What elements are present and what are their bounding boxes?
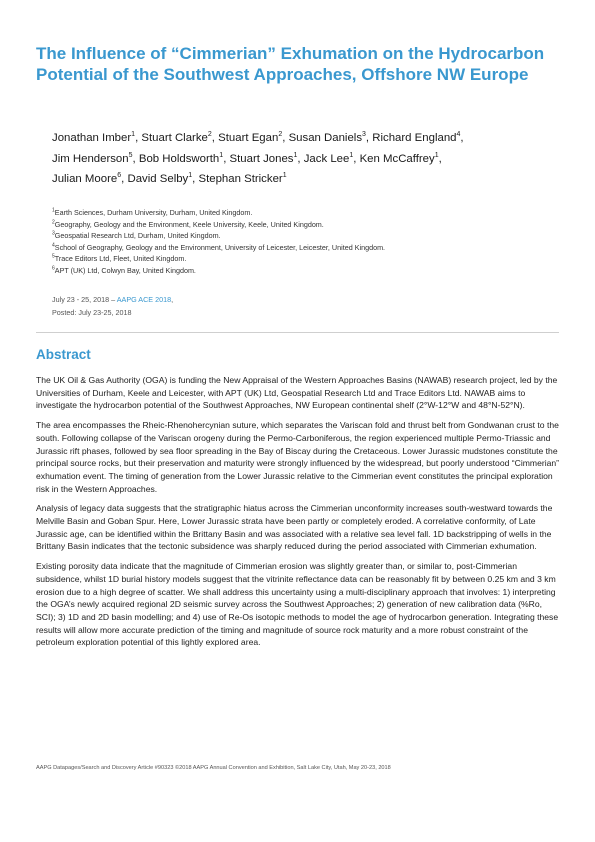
conference-date-tail: , bbox=[171, 295, 174, 304]
conference-date: July 23 - 25, 2018 – bbox=[52, 295, 117, 304]
affiliation-mark: 3 bbox=[52, 230, 55, 237]
author-name: Stephan Stricker bbox=[198, 173, 283, 185]
affiliation-mark: 4 bbox=[52, 242, 55, 249]
author-separator: , bbox=[353, 152, 360, 165]
author-affiliation-mark: 1 bbox=[293, 151, 298, 159]
conference-link[interactable]: AAPG ACE 2018 bbox=[116, 295, 172, 304]
author-line bbox=[52, 169, 562, 190]
affiliation-mark: 6 bbox=[52, 265, 55, 272]
author-line bbox=[52, 149, 562, 170]
author-separator: , bbox=[192, 173, 199, 185]
affiliation-text: Geography, Geology and the Environment, Keele University, Keele, United Kingdom. bbox=[54, 219, 324, 229]
author-separator: , bbox=[438, 152, 442, 165]
author-separator: , bbox=[460, 132, 464, 144]
author-separator: , bbox=[121, 173, 128, 185]
author-affiliation-mark: 1 bbox=[282, 172, 287, 180]
author-name: Julian Moore bbox=[52, 173, 118, 185]
abstract-paragraph: The UK Oil & Gas Authority (OGA) is funding the New Appraisal of the Western Approaches Basins (NAWAB) research project, led by the Universities of Durham, Keele and Leicester, with APT (UK) Ltd, Geospatial Research Ltd and Trace Editors Ltd. NAWAB aims to investigate the hydrocarbon potential of the Southwest Approaches, NW European continental shelf (2°W-12°W and 48°N-52°N). bbox=[36, 375, 558, 411]
affiliation-item bbox=[52, 207, 552, 219]
author-separator: , bbox=[211, 132, 219, 144]
author-affiliation-mark: 1 bbox=[219, 151, 224, 159]
abstract-body bbox=[36, 374, 560, 656]
author-name: Richard England bbox=[372, 132, 457, 144]
author-affiliation-mark: 3 bbox=[362, 131, 366, 139]
author-affiliation-mark: 2 bbox=[278, 131, 283, 139]
affiliation-item bbox=[52, 219, 552, 231]
conference-date-line bbox=[52, 293, 552, 306]
page-footer: AAPG Datapages/Search and Discovery Article #90323 ©2018 AAPG Annual Convention and Exhibition, Salt Lake City, Utah, May 20-23, 2018 bbox=[36, 765, 391, 771]
author-list bbox=[52, 128, 562, 190]
affiliation-text: APT (UK) Ltd, Colwyn Bay, United Kingdom. bbox=[54, 265, 196, 275]
author-name: Jim Henderson bbox=[52, 152, 129, 165]
abstract-heading: Abstract bbox=[36, 347, 91, 362]
article-title: The Influence of “Cimmerian” Exhumation on the Hydrocarbon Potential of the Southwest Approaches, Offshore NW Europe bbox=[36, 44, 545, 84]
publication-dates bbox=[52, 293, 552, 319]
author-name: Ken McCaffrey bbox=[359, 152, 435, 165]
author-name: Stuart Jones bbox=[229, 152, 294, 165]
author-separator: , bbox=[297, 152, 304, 165]
affiliation-text: School of Geography, Geology and the Environment, University of Leicester, Leicester, United Kingdom. bbox=[54, 242, 386, 252]
author-separator: , bbox=[282, 132, 289, 144]
author-name: Stuart Egan bbox=[218, 132, 279, 144]
author-name: Stuart Clarke bbox=[141, 132, 208, 144]
abstract-paragraph: The area encompasses the Rheic-Rhenohercynian suture, which separates the Variscan fold and thrust belt from Gondwanan crust to the south. Following collapse of the Variscan orogeny during the Permo-Carboniferous, the region experienced multiple Permo-Triassic and Jurassic rift phases, followed by sea floor spreading in the Bay of Biscay during the Cretaceous. Lower Jurassic mudstones constitute the principal source rocks, but their preservation and maturity were strongly influenced by the widespread, but poorly understood “Cimmerian” exhumation event. The timing of generation from the Lower Jurassic relative to the Cimmerian event constitutes the principal exploration risk in the Western Approaches. bbox=[36, 420, 560, 494]
affiliation-text: Earth Sciences, Durham University, Durham, United Kingdom. bbox=[54, 208, 253, 217]
author-name: Bob Holdsworth bbox=[138, 152, 220, 165]
author-affiliation-mark: 1 bbox=[349, 151, 354, 159]
affiliation-item bbox=[52, 230, 552, 242]
author-name: David Selby bbox=[127, 173, 189, 185]
affiliation-item bbox=[52, 265, 552, 277]
author-separator: , bbox=[135, 132, 142, 144]
author-line bbox=[52, 128, 562, 149]
affiliation-mark: 1 bbox=[52, 207, 55, 214]
author-affiliation-mark: 4 bbox=[456, 131, 461, 139]
affiliation-mark: 5 bbox=[52, 253, 55, 260]
author-separator: , bbox=[365, 132, 373, 144]
author-separator: , bbox=[223, 152, 230, 165]
author-affiliation-mark: 2 bbox=[207, 131, 212, 139]
author-name: Susan Daniels bbox=[288, 132, 363, 144]
author-affiliation-mark: 1 bbox=[434, 151, 439, 159]
author-affiliation-mark: 1 bbox=[188, 172, 193, 180]
author-separator: , bbox=[132, 152, 139, 165]
affiliation-mark: 2 bbox=[52, 219, 55, 226]
author-name: Jack Lee bbox=[303, 152, 350, 165]
posted-date: Posted: July 23-25, 2018 bbox=[52, 308, 132, 317]
author-name: Jonathan Imber bbox=[52, 132, 132, 144]
section-divider bbox=[36, 332, 559, 333]
affiliation-text: Geospatial Research Ltd, Durham, United Kingdom. bbox=[54, 231, 221, 241]
affiliation-item bbox=[52, 242, 552, 254]
author-affiliation-mark: 5 bbox=[128, 151, 133, 159]
affiliation-item bbox=[52, 253, 552, 265]
author-affiliation-mark: 1 bbox=[131, 131, 136, 139]
affiliation-list bbox=[52, 207, 552, 277]
abstract-paragraph: Existing porosity data indicate that the magnitude of Cimmerian erosion was slightly greater than, or similar to, post-Cimmerian subsidence, whilst 1D burial history models suggest that the vitrinite reflectance data can be reasonably fit by between 0.25 km and 3 km erosion due to a high degree of scatter. We shall address this uncertainty using a multi-disciplinary approach that involves: 1) interpreting the OGA’s newly acquired regional 2D seismic survey across the Southwest Approaches; 2) generation of new calibration data (%Ro, SCI); 3) 1D and 2D basin modelling; and 4) use of Re-Os isotopic methods to model the age of hydrocarbon generation. Integrating these results will allow more accurate prediction of the timing and magnitude of source rock maturity and a more robust constraint of the petroleum exploration potential of this lightly explored area. bbox=[36, 561, 559, 648]
author-affiliation-mark: 6 bbox=[117, 172, 122, 180]
affiliation-text: Trace Editors Ltd, Fleet, United Kingdom. bbox=[54, 254, 187, 264]
abstract-paragraph: Analysis of legacy data suggests that the stratigraphic hiatus across the Cimmerian unconformity increases south-westward towards the Melville Basin and Goban Spur. Here, Lower Jurassic strata have been partly or completely eroded. A correlative conformity, of Late Jurassic age, can be identified within the Brittany Basin and was associated with a relative sea level fall. 1D backstripping of wells in the Brittany Basin indicates that the tectonic subsidence was sharply reduced during the period associated with Cimmerian exhumation. bbox=[36, 503, 553, 552]
